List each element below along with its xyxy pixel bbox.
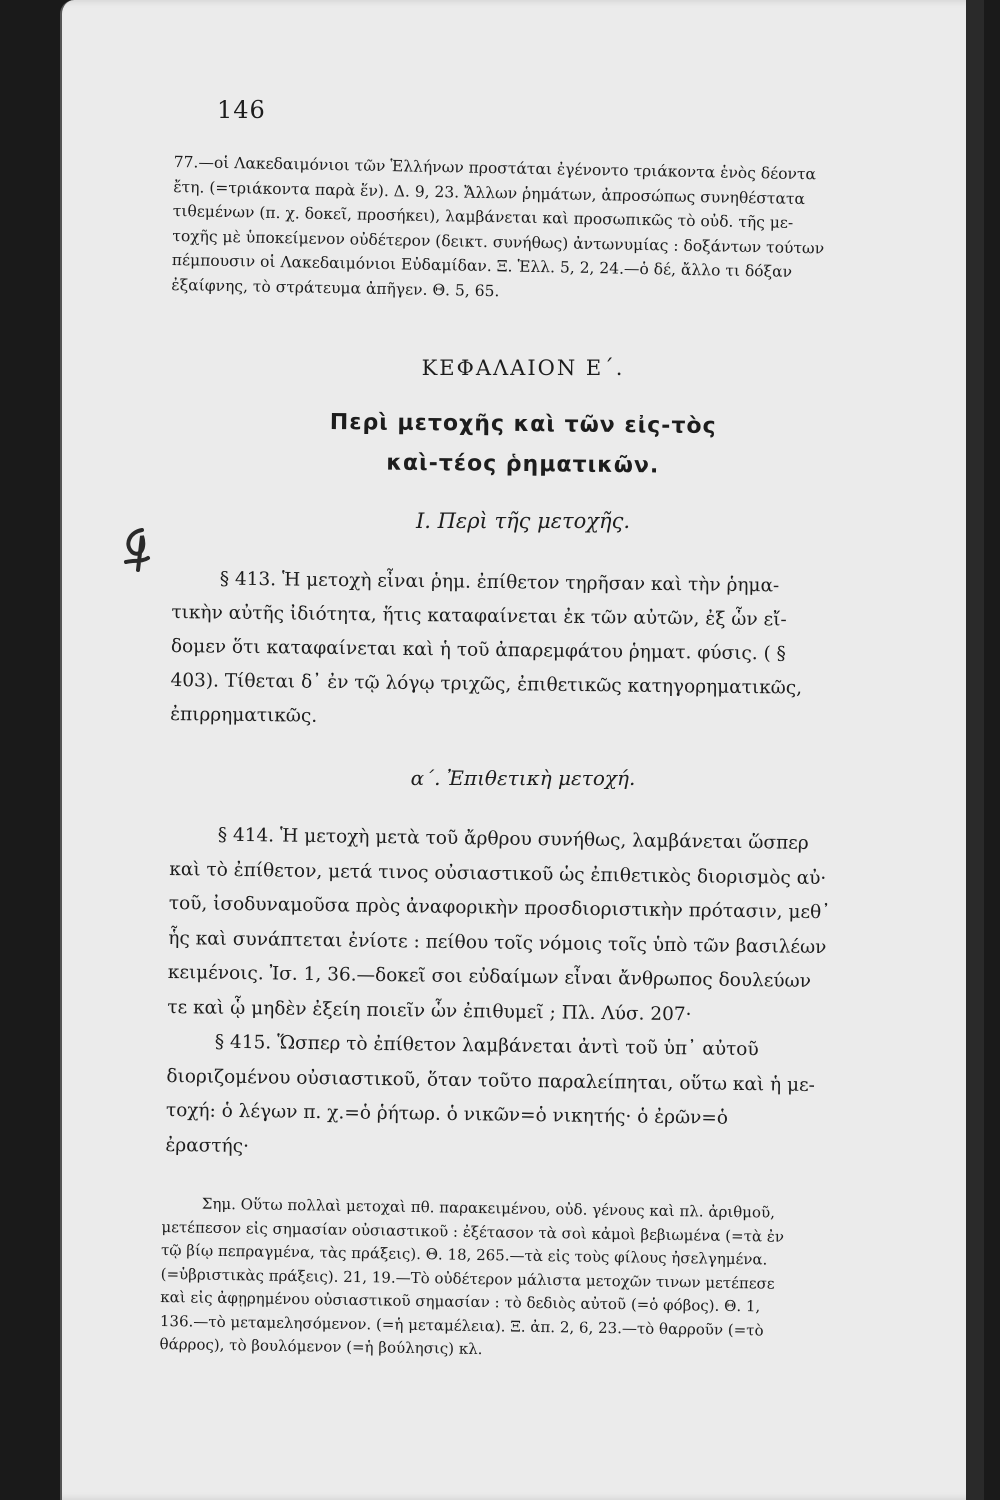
text-line: καὶ τὸ ἐπίθετον, μετά τινος οὐσιαστικοῦ ὡς ἐπιθετικὸς διορισμὸς αὐ·	[169, 858, 827, 889]
top-footnote-line: τοχῆς μὲ ὑποκείμενον οὐδέτερον (δεικτ. συνήθως) ἀντωνυμίας : δοξάντων τούτων	[172, 226, 825, 257]
text-line: ἐραστής·	[165, 1134, 250, 1157]
bottom-note	[159, 1192, 971, 1369]
note-line: Σημ. Οὕτω πολλαὶ μετοχαὶ πθ. παρακειμένου, οὐδ. γένους καὶ πλ. ἀριθμοῦ,	[201, 1194, 776, 1222]
page-edge-strip	[966, 0, 984, 1500]
text-line: ἧς καὶ συνάπτεται ἐνίοτε : πείθου τοῖς νόμοις τοῖς ὑπὸ τῶν βασιλέων	[168, 927, 827, 958]
text-line: 403). Τίθεται δ᾽ ἐν τῷ λόγῳ τριχῶς, ἐπιθετικῶς κατηγορηματικῶς,	[170, 669, 803, 699]
chapter-heading	[62, 400, 984, 490]
top-footnote-line: ἐξαίφνης, τὸ στράτευμα ἀπῆγεν. Θ. 5, 65.	[171, 275, 500, 300]
note-line: (=ὑβριστικὰς πράξεις). 21, 19.—Τὸ οὐδέτερον μάλιστα μετοχῶν τινων μετέπεσε	[160, 1264, 775, 1293]
section-heading: Ι. Περὶ τῆς μετοχῆς.	[415, 509, 631, 533]
text-line: § 414. Ἡ μετοχὴ μετὰ τοῦ ἄρθρου συνήθως, λαμβάνεται ὥσπερ	[217, 824, 809, 854]
top-footnote-line: πέμπουσιν οἱ Λακεδαιμόνιοι Εὐδαμίδαν. Ξ. Ἑλλ. 5, 2, 24.—ὁ δέ, ἄλλο τι δόξαν	[171, 250, 793, 281]
chapter-heading-line: καὶ-τέος ῥηματικῶν.	[386, 450, 660, 479]
subsection-heading: α΄. Ἐπιθετικὴ μετοχή.	[410, 766, 636, 790]
text-line: διοριζομένου οὐσιαστικοῦ, ὅταν τοῦτο παραλείπηται, οὕτω καὶ ἡ με-	[166, 1065, 816, 1096]
text-line: κειμένοις. Ἰσ. 1, 36.—δοκεῖ σοι εὐδαίμων εἶναι ἄνθρωπος δουλεύων	[167, 961, 812, 992]
note-line: καὶ εἰς ἀφῃρημένου οὐσιαστικοῦ σημασίαν : τὸ δεδιὸς αὐτοῦ (=ὁ φόβος). Θ. 1,	[160, 1287, 761, 1316]
book-page	[60, 0, 984, 1500]
note-line: θάρρος), τὸ βουλόμενον (=ἡ βούλησις) κλ.	[159, 1334, 483, 1359]
top-footnote-line: τιθεμένων (π. χ. δοκεῖ, προσήκει), λαμβάνεται καὶ προσωπικῶς τὸ οὐδ. τῆς με-	[172, 201, 794, 232]
note-line: μετέπεσον εἰς σημασίαν οὐσιαστικοῦ : ἐξέτασον τὰ σοὶ κἀμοὶ βεβιωμένα (=τὰ ἐν	[161, 1217, 785, 1246]
pencil-mark-icon	[112, 522, 162, 582]
page-content	[62, 0, 984, 1500]
text-line: δομεν ὅτι καταφαίνεται καὶ ἡ τοῦ ἀπαρεμφάτου ῥηματ. φύσις. ( §	[170, 635, 787, 665]
top-footnote-line: 77.—οἱ Λακεδαιμόνιοι τῶν Ἑλλήνων προστάται ἐγένοντο τριάκοντα ἑνὸς δέοντα	[173, 152, 817, 184]
text-line: τοῦ, ἰσοδυναμοῦσα πρὸς ἀναφορικὴν προσδιοριστικὴν πρότασιν, μεθ᾽	[168, 892, 831, 924]
paragraphs-414-415	[165, 818, 970, 1174]
top-footnote-line: ἔτη. (=τριάκοντα παρὰ ἕν). Δ. 9, 23. Ἄλλων ῥημάτων, ἀπροσώπως συνηθέστατα	[173, 177, 806, 208]
text-line: τοχή: ὁ λέγων π. χ.=ὁ ῥήτωρ. ὁ νικῶν=ὁ νικητής· ὁ ἐρῶν=ὁ	[165, 1099, 729, 1129]
text-line: § 415. Ὥσπερ τὸ ἐπίθετον λαμβάνεται ἀντὶ τοῦ ὑπ᾽ αὐτοῦ	[214, 1031, 759, 1061]
chapter-title: ΚΕΦΑΛΑΙΟΝ Ε΄.	[421, 356, 625, 380]
note-line: τῷ βίῳ πεπραγμένα, τὰς πράξεις). Θ. 18, 265.—τὰ εἰς τοὺς φίλους ἠσελγημένα.	[160, 1240, 768, 1269]
chapter-heading-line: Περὶ μετοχῆς καὶ τῶν εἰς-τὸς	[329, 409, 717, 440]
paragraph-413	[170, 562, 972, 742]
top-footnote	[171, 150, 964, 312]
note-line: 136.—τὸ μεταμελησόμενον. (=ἡ μεταμέλεια). Ξ. ἀπ. 2, 6, 23.—τὸ θαρροῦν (=τὸ	[159, 1311, 764, 1339]
text-line: τικὴν αὐτῆς ἰδιότητα, ἥτις καταφαίνεται ἐκ τῶν αὐτῶν, ἐξ ὧν εἴ-	[171, 601, 787, 631]
text-line: § 413. Ἡ μετοχὴ εἶναι ῥημ. ἐπίθετον τηρῆσαν καὶ τὴν ῥημα-	[219, 568, 780, 597]
text-line: τε καὶ ᾧ μηδὲν ἐξείη ποιεῖν ὧν ἐπιθυμεῖ ; Πλ. Λύσ. 207·	[167, 996, 692, 1025]
page-number: 146	[217, 96, 266, 124]
text-line: ἐπιρρηματικῶς.	[170, 703, 318, 727]
